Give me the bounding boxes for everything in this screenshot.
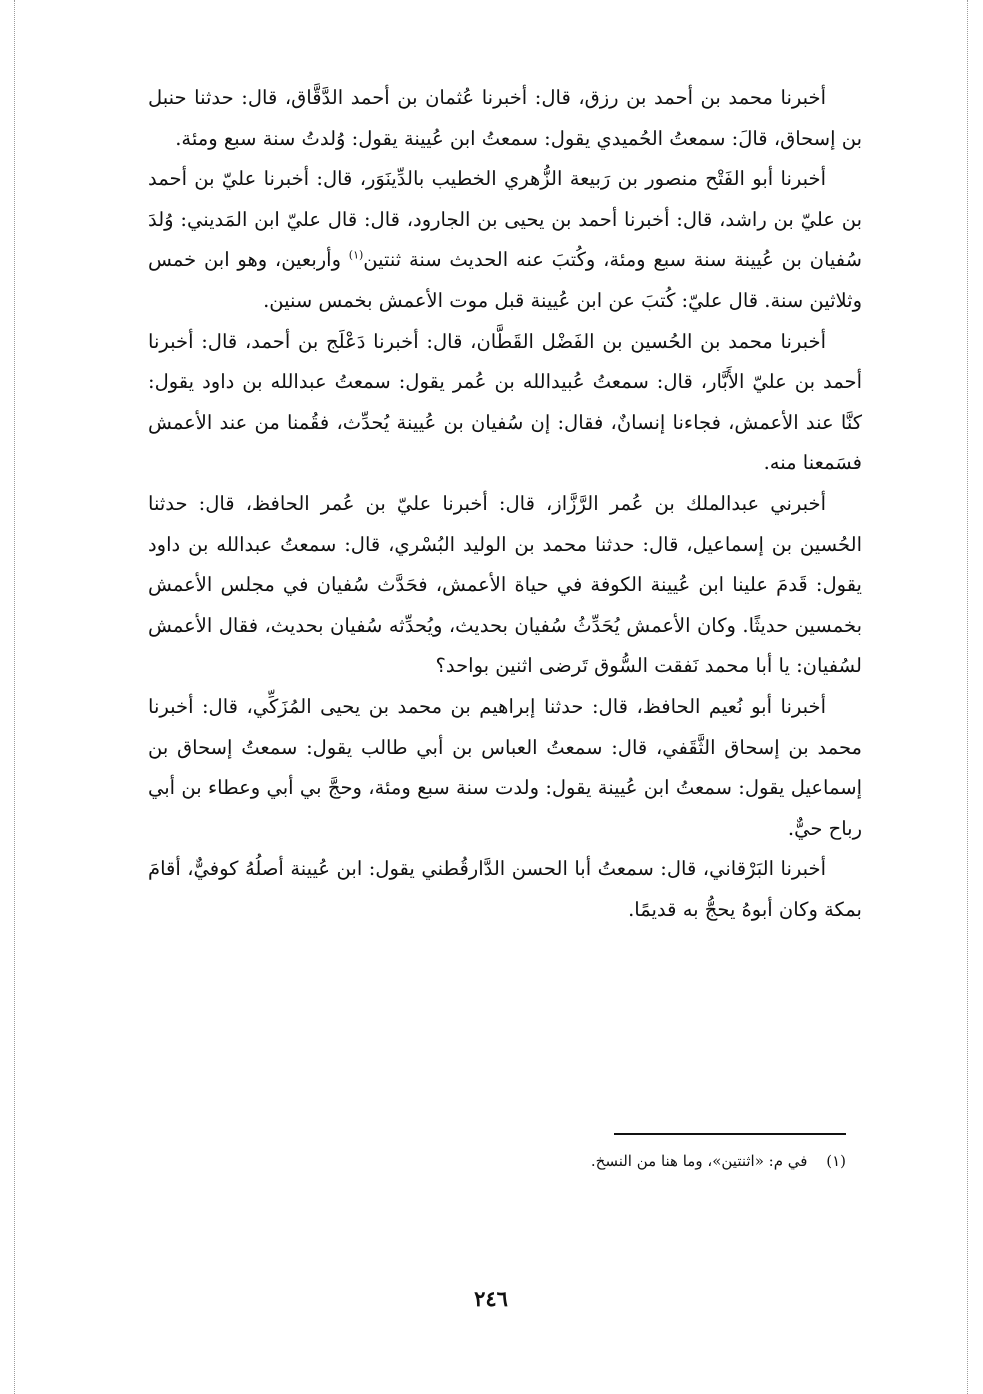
paragraph-3: أخبرنا محمد بن الحُسين بن الفَضْل القَطَّان، قال: أخبرنا دَعْلَج بن أحمد، قال: أخبرنا أحمد بن عليّ الأَبَّار، قال: سمعتُ عُبيدالله بن عُمر يقول: سمعتُ عبدالله بن داود يقول: كنَّا عند الأعمش، فجاءنا إنسانٌ، فقال: إن سُفيان بن عُيينة يُحدِّث، فقُمنا من عند الأعمش فسَمعنا منه. [148, 329, 862, 475]
footnote-marker: (١) [826, 1152, 846, 1170]
scan-edge-right [967, 0, 968, 1394]
paragraph-4: أخبرني عبدالملك بن عُمر الرَّزَّاز، قال: أخبرنا عليّ بن عُمر الحافظ، قال: حدثنا الحُسين بن إسماعيل، قال: حدثنا محمد بن الوليد البُسْري، قال: سمعتُ عبدالله بن داود يقول: قَدمَ علينا ابن عُيينة الكوفة في حياة الأعمش، فحَدَّث سُفيان في مجلس الأعمش بخمسين حديثًا. وكان الأعمش يُحَدِّثُ سُفيان بحديث، ويُحدِّثه سُفيان بحديث، فقال الأعمش لسُفيان: يا أبا محمد نَفقت السُّوق تَرضى اثنين بواحد؟ [148, 491, 862, 678]
footnote-reference[interactable]: (١) [348, 248, 364, 262]
footnote-text: في م: «اثنتين»، وما هنا من النسخ. [590, 1152, 808, 1170]
main-text [148, 78, 862, 930]
paragraph-6: أخبرنا البَرْقاني، قال: سمعتُ أبا الحسن الدَّارقُطني يقول: ابن عُيينة أصلُهُ كوفيٌّ، أقامَ بمكة وكان أبوهُ يحجُّ به قديمًا. [148, 857, 862, 921]
paragraph-1: أخبرنا محمد بن أحمد بن رزق، قال: أخبرنا عُثمان بن أحمد الدَّقَّاق، قال: حدثنا حنبل بن إسحاق، قالَ: سمعتُ الحُميدي يقول: سمعتُ ابن عُيينة يقول: وُلدتُ سنة سبع ومئة. [148, 86, 862, 150]
footnote [300, 1146, 846, 1176]
paragraph-5: أخبرنا أبو نُعيم الحافظ، قال: حدثنا إبراهيم بن محمد بن يحيى المُزَكِّي، قال: أخبرنا محمد بن إسحاق الثَّقَفي، قال: سمعتُ العباس بن أبي طالب يقول: سمعتُ إسحاق بن إسماعيل يقول: سمعتُ ابن عُيينة يقول: ولدت سنة سبع ومئة، وحجَّ بي أبي وعطاء بن أبي رباح حيٌّ. [148, 694, 862, 840]
paragraph-2: أخبرنا أبو الفَتْح منصور بن رَبيعة الزُّهري الخطيب بالدِّينَوَر، قال: أخبرنا عليّ بن أحمد بن عليّ بن راشد، قال: أخبرنا أحمد بن يحيى بن الجارود، قال: قال عليّ ابن المَديني: وُلدَ سُفيان بن عُيينة سنة سبع ومئة، وكُتبَ عنه الحديث سنة ثنتين$^{(١)}$ وأربعين، وهو ابن خمس وثلاثين سنة. قال عليّ: كُتبَ عن ابن عُيينة قبل موت الأعمش بخمس سنين. [148, 167, 862, 312]
scan-edge-left [14, 0, 15, 1394]
page-number: ٢٤٦ [474, 1286, 508, 1311]
footnote-divider [614, 1133, 846, 1135]
